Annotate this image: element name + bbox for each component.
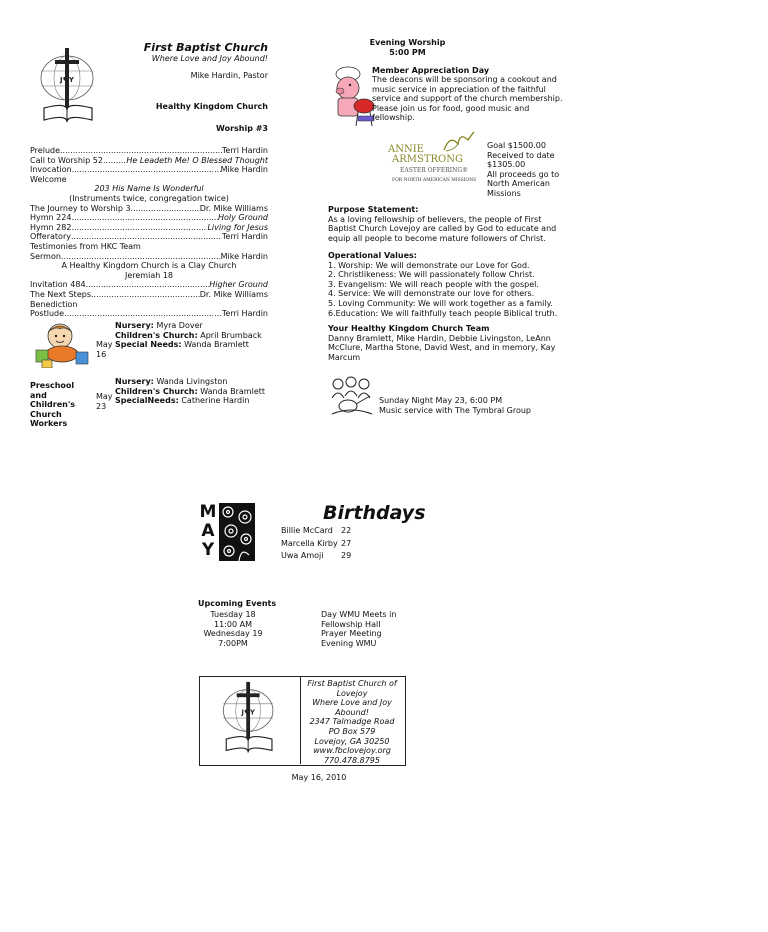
child-blocks-icon [34,320,92,368]
events-times: Tuesday 18 11:00 AM Wednesday 19 7:00PM [203,610,263,648]
team-section [328,324,568,362]
list-item: Hymn 282 ..... Living for Jesus [30,223,268,233]
order-of-worship [30,146,268,319]
list-item: The Next Steps ..... Dr. Mike Williams [30,290,268,300]
footer-logo-text: J♥Y [241,708,255,717]
list-item: 3. Evangelism: We will reach people with the gospel. [328,279,539,289]
flowers-icon [219,503,255,561]
list-item: Testimonies from HKC Team [30,241,141,251]
offering-goal: Goal $1500.00 Received to date $1305.00 All proceeds go to North American Missions [487,141,560,198]
annie-armstrong-logo [388,130,480,190]
church-name: First Baptist Church [143,41,268,54]
week2-date: May 23 [96,392,113,411]
team-title: Your Healthy Kingdom Church Team [328,324,490,333]
workers-week1: Nursery: Myra Dover Children's Church: April Brumback Special Needs: Wanda Bramlett [115,321,262,350]
list-item: Offeratory ..... Terri Hardin [30,232,268,242]
tagline: Where Love and Joy Abound! [151,54,268,63]
list-item: Invitation 484 ..... Higher Ground [30,280,268,290]
list-item: Prelude ..... Terri Hardin [30,146,268,156]
list-item: 6.Education: We will faithfully teach people Biblical truth. [328,308,558,318]
week1-date: May 16 [96,340,113,359]
team-body: Danny Bramlett, Mike Hardin, Debbie Livingston, LeAnn McClure, Martha Stone, David West, and in memory, Kay Marcum [328,333,556,362]
may-graphic [198,503,256,561]
list-item: Hymn 224 ..... Holy Ground [30,213,268,223]
values-title: Operational Values: [328,251,417,260]
list-item: Call to Worship 52 ..... He Leadeth Me! O Blessed Thought [30,156,268,166]
list-item: Postlude ..... Terri Hardin [30,309,268,319]
list-item: Jeremiah 18 [124,270,174,280]
annie-line4: FOR NORTH AMERICAN MISSIONS [392,178,477,183]
list-item: Benediction [30,299,78,309]
purpose-body: As a loving fellowship of believers, the people of First Baptist Church Lovejoy are called by God to educate and equip all people to become mature followers of Christ. [328,214,557,243]
annie-line2: ARMSTRONG [392,154,463,165]
pastor: Mike Hardin, Pastor [190,71,268,80]
birthdays-title: Birthdays [323,502,426,524]
may-letter-m: M [199,502,217,522]
footer-logo-icon [220,680,282,760]
list-item: Sermon ..... Mike Hardin [30,252,268,262]
list-item: 203 His Name Is Wonderful [94,184,204,194]
purpose-section [328,205,568,243]
footer-address: First Baptist Church of Lovejoy Where Love and Joy Abound! 2347 Talmadge Road PO Box 579 Lovejoy, GA 30250 www.fbclovejoy.org 770.478.8795 [307,679,397,765]
workers-week2: Nursery: Wanda Livingston Children's Church: Wanda Bramlett SpecialNeeds: Catherine Hardin [115,377,266,406]
evening-worship: Evening Worship 5:00 PM [369,38,446,57]
events-title: Upcoming Events [198,599,277,608]
may-letter-y: Y [201,540,215,560]
footer-divider [300,676,301,764]
annie-line3: EASTER OFFERING® [400,167,469,174]
birthday-list [281,526,361,564]
list-item: Uwa Amoji 29 [281,551,352,560]
values-section [328,251,568,318]
list-item: Invocation ..... Mike Hardin [30,165,268,175]
logo-text: J♥Y [60,76,74,84]
list-item: 5. Loving Community: We will work together as a family. [328,298,553,308]
events-descriptions: Day WMU Meets in Fellowship Hall Prayer Meeting Evening WMU [321,610,397,648]
member-appreciation-title: Member Appreciation Day [372,66,490,75]
list-item: (Instruments twice, congregation twice) [69,193,229,203]
list-item: A Healthy Kingdom Church is a Clay Church [61,261,237,271]
purpose-title: Purpose Statement: [328,205,419,214]
list-item: Welcome [30,174,67,184]
lily-icon [440,130,476,152]
may-letter-a: A [201,521,215,541]
program-title: Healthy Kingdom Church [155,102,268,111]
church-logo-icon [38,46,102,130]
workers-title: Preschool and Children's Church Workers [30,381,76,429]
bulletin-date: May 16, 2010 [291,773,347,782]
sunday-night: Sunday Night May 23, 6:00 PM Music service with The Tymbral Group [379,396,531,415]
list-item: Marcella Kirby 27 [281,538,352,548]
worship-number: Worship #3 [216,124,268,133]
list-item: 2. Christlikeness: We will passionately follow Christ. [328,270,535,280]
list-item: 4. Service: We will demonstrate our love for others. [328,289,535,299]
member-appreciation-body: The deacons will be sponsoring a cookout and music service in appreciation of the faithful service and support of the church membership. Please join us for food, good music and fellowship. [372,75,563,123]
list-item: Billie McCard 22 [281,526,352,535]
chef-grill-icon [328,66,378,128]
music-group-icon [328,376,374,416]
list-item: 1. Worship: We will demonstrate our Love for God. [328,260,530,270]
annie-line1: ANNIE [388,144,424,155]
list-item: The Journey to Worship 3 ..... Dr. Mike Williams [30,204,268,214]
